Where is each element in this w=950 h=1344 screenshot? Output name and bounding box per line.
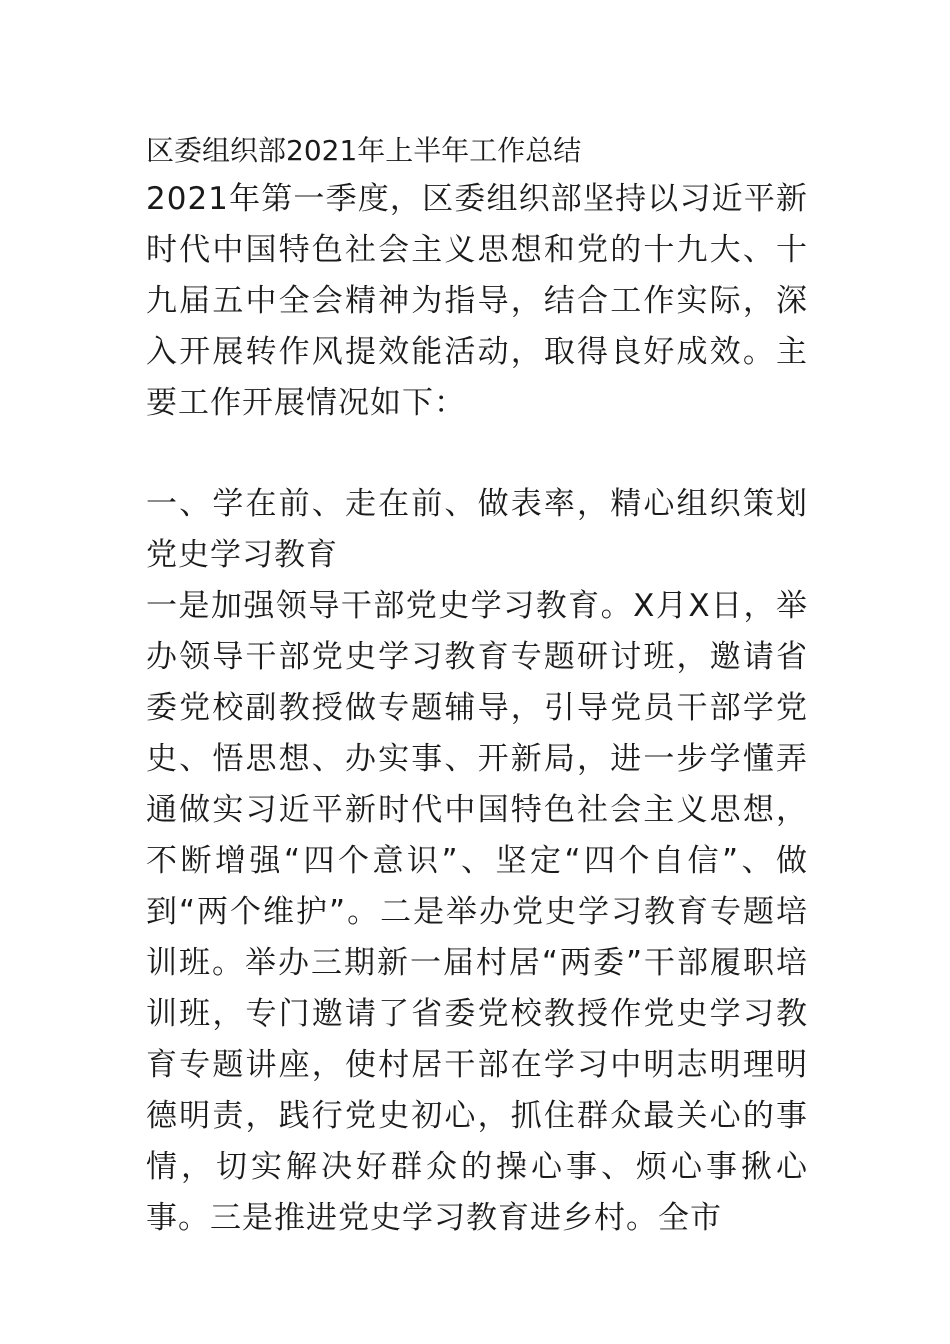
intro-paragraph: 2021年第一季度，区委组织部坚持以习近平新时代中国特色社会主义思想和党的十九大、十九届五中全会精神为指导，结合工作实际，深入开展转作风提效能活动，取得良好成效。主要工作开展情况如下：	[146, 181, 808, 421]
paragraph-spacer	[146, 429, 808, 479]
document-body	[146, 128, 808, 1244]
section-body-paragraph: 一是加强领导干部党史学习教育。X月X日，举办领导干部党史学习教育专题研讨班，邀请省委党校副教授做专题辅导，引导党员干部学党史、悟思想、办实事、开新局，进一步学懂弄通做实习近平新时代中国特色社会主义思想，不断增强“四个意识”、坚定“四个自信”、做到“两个维护”。二是举办党史学习教育专题培训班。举办三期新一届村居“两委”干部履职培训班，专门邀请了省委党校教授作党史学习教育专题讲座，使村居干部在学习中明志明理明德明责，践行党史初心，抓住群众最关心的事情，切实解决好群众的操心事、烦心事揪心事。三是推进党史学习教育进乡村。全市	[146, 588, 808, 1236]
section-heading: 一、学在前、走在前、做表率，精心组织策划党史学习教育	[146, 486, 808, 573]
document-title: 区委组织部2021年上半年工作总结	[146, 134, 582, 167]
